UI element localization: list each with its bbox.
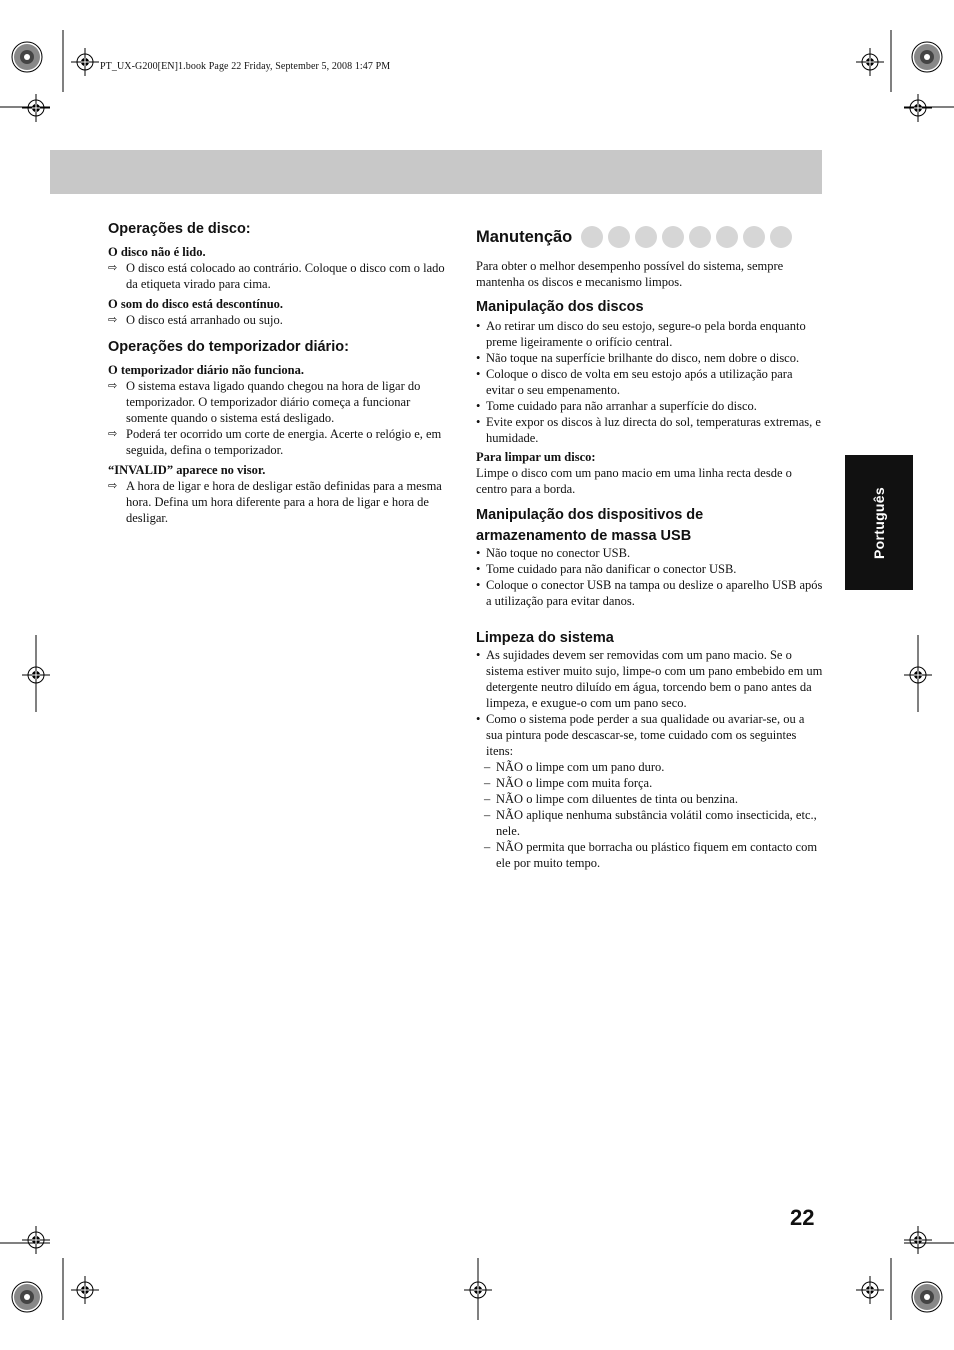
timer-operations-heading: Operações do temporizador diário: (108, 339, 349, 355)
page-number: 22 (790, 1205, 815, 1230)
solution-item: ⇨ O disco está colocado ao contrário. Coloque o disco com o lado da etiqueta virado para cima. (108, 261, 445, 291)
usb-handling-heading-line-1: Manipulação dos dispositivos de (476, 507, 704, 523)
list-item: • Ao retirar um disco do seu estojo, segure-o pela borda enquanto preme ligeiramente o orifício central. (476, 319, 806, 349)
list-item: • Coloque o disco de volta em seu estojo após a utilização para evitar o seu empenamento. (476, 367, 793, 397)
list-item: – NÃO o limpe com muita força. (484, 776, 653, 790)
file-header: PT_UX-G200[EN]1.book Page 22 Friday, September 5, 2008 1:47 PM (100, 61, 391, 72)
disc-handling-heading: Manipulação dos discos (476, 299, 644, 315)
list-item: – NÃO aplique nenhuma substância volátil como insecticida, etc., nele. (484, 808, 817, 838)
list-item: • Não toque no conector USB. (476, 546, 631, 560)
list-item: • Como o sistema pode perder a sua qualidade ou avariar-se, ou a sua pintura pode descascar-se, tome cuidado com os seguintes itens: (476, 712, 805, 758)
problem-title: O disco não é lido. (108, 245, 206, 259)
arrow-icon: ⇨ (108, 479, 118, 492)
solution-item: ⇨ O sistema estava ligado quando chegou na hora de ligar do temporizador. O temporizador diário começa a funcionar somente quando o sistema está desligado. (108, 379, 421, 425)
maintenance-title: Manutenção (476, 228, 573, 246)
solution-item: ⇨ A hora de ligar e hora de desligar estão definidas para a mesma hora. Defina um hora diferente para a hora de ligar e hora de desligar. (108, 479, 442, 525)
arrow-icon: ⇨ (108, 379, 118, 392)
language-tab-label: Português (871, 486, 887, 559)
arrow-icon: ⇨ (108, 427, 118, 440)
maintenance-intro: Para obter o melhor desempenho possível do sistema, sempre mantenha os discos e mecanismo limpos. (476, 259, 784, 289)
solution-item: ⇨ Poderá ter ocorrido um corte de energia. Acerte o relógio e, em seguida, defina o temporizador. (108, 427, 442, 457)
maintenance-column (476, 226, 823, 871)
list-item: – NÃO permita que borracha ou plástico fiquem em contacto com ele por muito tempo. (484, 840, 818, 870)
list-item: • As sujidades devem ser removidas com um pano macio. Se o sistema estiver muito sujo, limpe-o com um pano embebido em um detergente neutro diluído em água, torcendo bem o pano antes da limpeza, e exugue-o com um pano seco. (476, 648, 823, 710)
list-item: – NÃO o limpe com diluentes de tinta ou benzina. (484, 792, 738, 806)
usb-handling-heading-line-2: armazenamento de massa USB (476, 528, 692, 544)
maintenance-title-row (476, 226, 823, 248)
troubleshooting-column (108, 220, 453, 526)
solution-item: ⇨ O disco está arranhado ou sujo. (108, 313, 283, 327)
list-item: • Não toque na superfície brilhante do disco, nem dobre o disco. (476, 351, 800, 365)
problem-title: “INVALID” aparece no visor. (108, 463, 266, 477)
list-item: • Tome cuidado para não danificar o conector USB. (476, 562, 737, 576)
arrow-icon: ⇨ (108, 261, 118, 274)
list-item: – NÃO o limpe com um pano duro. (484, 760, 665, 774)
list-item: • Tome cuidado para não arranhar a superfície do disco. (476, 399, 757, 413)
system-cleaning-heading: Limpeza do sistema (476, 630, 614, 646)
arrow-icon: ⇨ (108, 313, 118, 326)
decorative-dots (581, 226, 792, 248)
clean-disc-text: Limpe o disco com um pano macio em uma linha recta desde o centro para a borda. (476, 466, 792, 496)
disc-operations-heading: Operações de disco: (108, 221, 251, 237)
problem-title: O som do disco está descontínuo. (108, 297, 284, 311)
list-item: • Coloque o conector USB na tampa ou deslize o aparelho USB após a utilização para evitar danos. (476, 578, 823, 608)
problem-title: O temporizador diário não funciona. (108, 363, 304, 377)
header-band (50, 150, 822, 194)
list-item: • Evite expor os discos à luz directa do sol, temperaturas extremas, e humidade. (476, 415, 821, 445)
language-tab (845, 455, 913, 590)
clean-disc-label: Para limpar um disco: (476, 450, 596, 464)
